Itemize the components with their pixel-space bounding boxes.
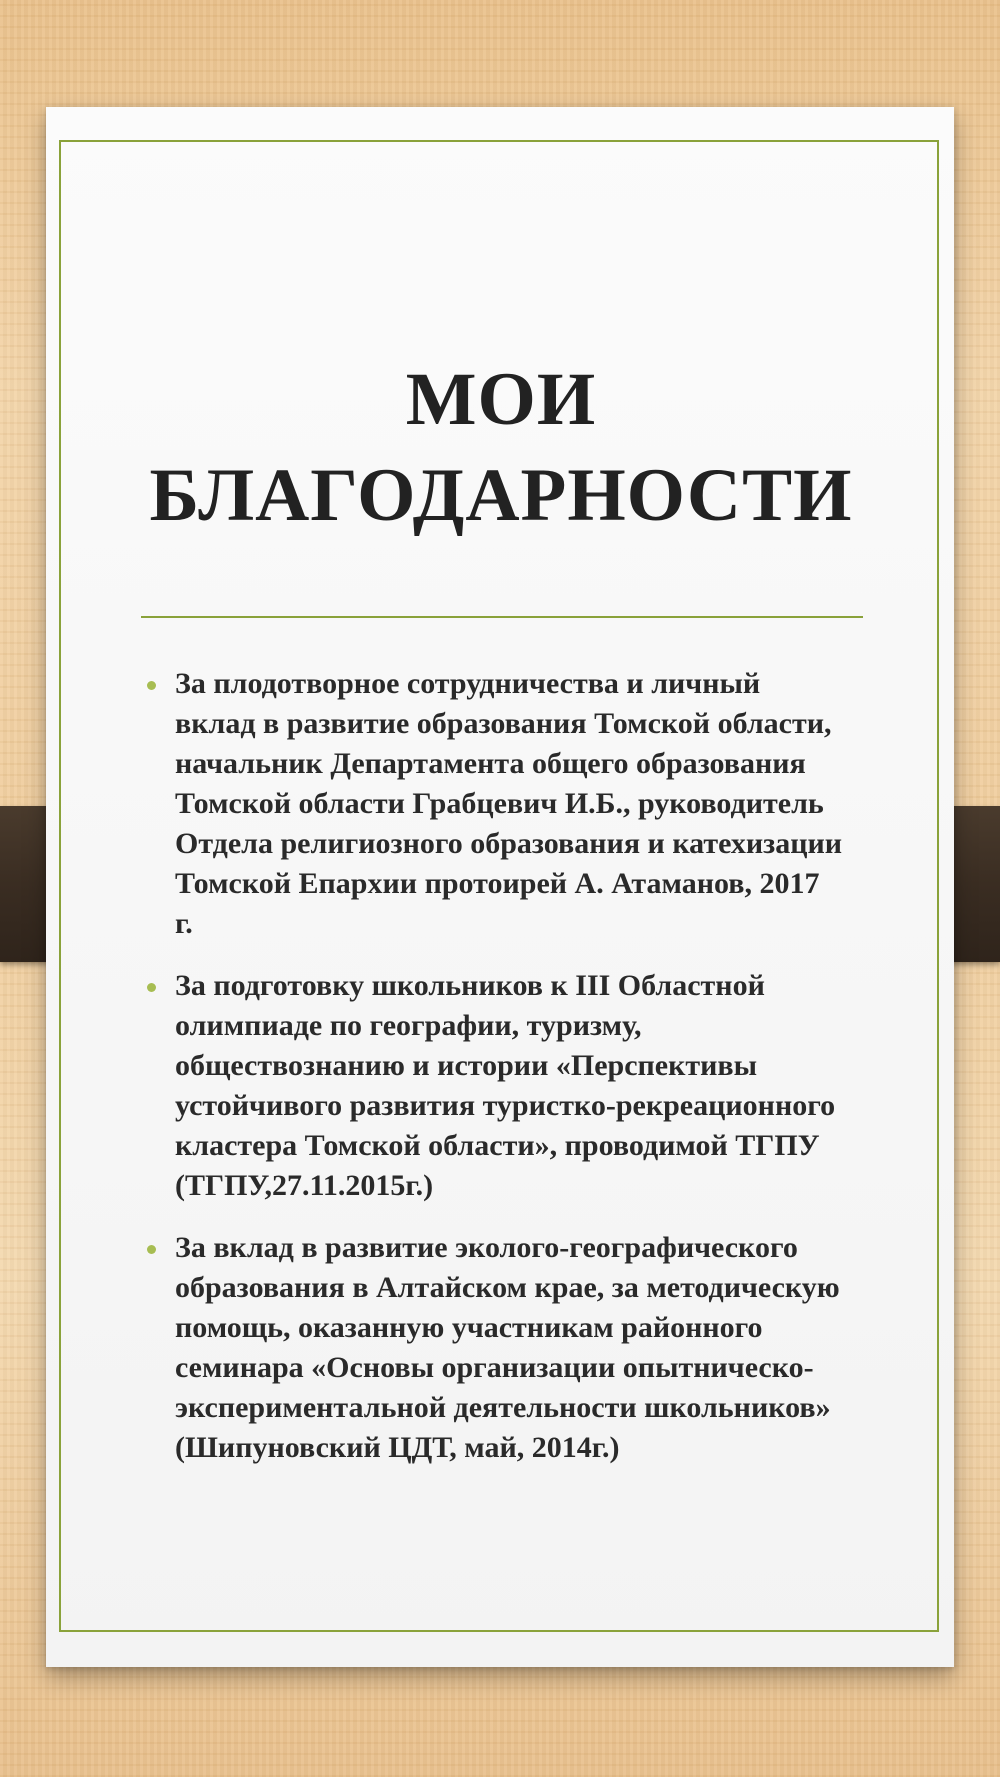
slide-title: МОИ БЛАГОДАРНОСТИ	[149, 358, 853, 537]
acknowledgement-list	[123, 664, 843, 1490]
bullet-dot-icon	[147, 983, 156, 992]
list-item	[123, 664, 843, 944]
list-item-text: За плодотворное сотрудничества и личный вклад в развитие образования Томской области, начальник Департамента общего образования Томской области Грабцевич И.Б., руководитель Отдела религиозного образования и катехизации Томской Епархии протоирей А. Атаманов, 2017 г.	[175, 667, 843, 940]
bullet-dot-icon	[147, 681, 156, 690]
slide-sheet	[46, 107, 954, 1667]
title-divider	[141, 616, 863, 618]
list-item	[123, 1228, 843, 1468]
list-item-text: За подготовку школьников к III Областной олимпиаде по географии, туризму, обществознанию и истории «Перспективы устойчивого развития туристко-рекреационного кластера Томской области», проводимой ТГПУ (ТГПУ,27.11.2015г.)	[175, 969, 836, 1202]
bullet-dot-icon	[147, 1245, 156, 1254]
list-item	[123, 966, 843, 1206]
slide-frame	[59, 140, 939, 1632]
list-item-text: За вклад в развитие эколого-географического образования в Алтайском крае, за методическую помощь, оказанную участникам районного семинара «Основы организации опытническо-экспериментальной деятельности школьников» (Шипуновский ЦДТ, май, 2014г.)	[175, 1231, 840, 1464]
